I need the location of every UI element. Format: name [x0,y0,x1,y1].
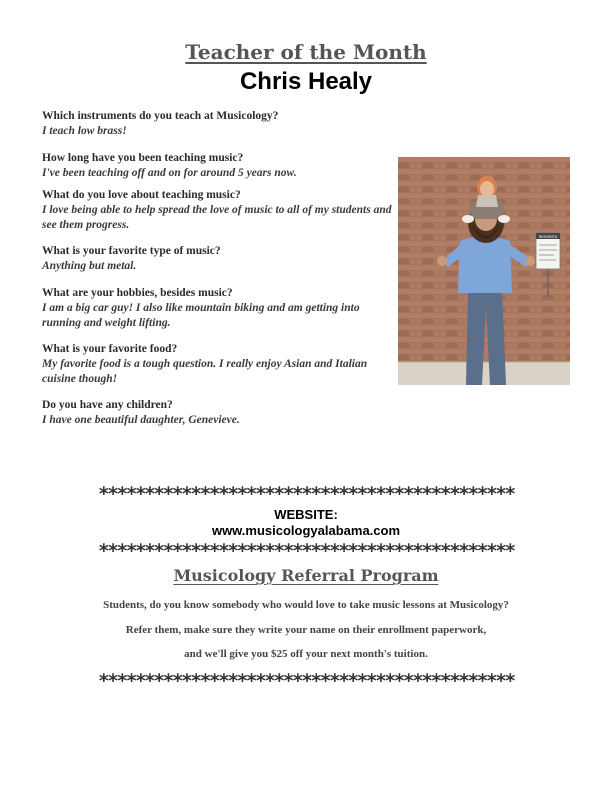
qa-item-years-teaching [42,151,392,181]
qa-question: What do you love about teaching music? [42,189,241,201]
qa-question: Which instruments do you teach at Musicology? [42,110,279,122]
qa-answer: I have one beautiful daughter, Genevieve. [42,414,240,426]
sign-text: RESERVED [538,235,558,239]
referral-title: Musicology Referral Program [173,566,439,585]
divider-stars: ********************************************* [98,670,514,692]
qa-question: What is your favorite type of music? [42,245,221,257]
referral-line: Refer them, make sure they write your name on their enrollment paperwork, [125,624,487,636]
website-label: WEBSITE: [274,507,338,522]
qa-item-hobbies [42,286,392,331]
qa-item-favorite-music [42,244,392,274]
qa-answer: My favorite food is a tough question. I really enjoy Asian and Italian cuisine though! [42,358,368,385]
referral-line: Students, do you know somebody who would love to take music lessons at Musicology? [103,599,509,611]
qa-answer: Anything but metal. [42,260,137,272]
qa-answer: I am a big car guy! I also like mountain biking and am getting into running and weight lifting. [42,302,360,329]
page-title: Teacher of the Month [185,40,427,64]
divider-stars: ********************************************* [98,540,514,562]
referral-line: and we'll give you $25 off your next month's tuition. [184,648,428,660]
qa-item-love-teaching [42,188,392,233]
qa-answer: I've been teaching off and on for around 5 years now. [42,167,297,179]
qa-question: What are your hobbies, besides music? [42,287,233,299]
qa-question: Do you have any children? [42,399,173,411]
website-link[interactable]: www.musicologyalabama.com [211,523,401,538]
qa-answer: I teach low brass! [42,125,127,137]
qa-question: How long have you been teaching music? [42,152,244,164]
qa-item-instruments [42,109,392,139]
teacher-photo [398,157,570,385]
qa-item-children [42,398,392,428]
qa-question: What is your favorite food? [42,343,178,355]
qa-item-favorite-food [42,342,392,387]
qa-answer: I love being able to help spread the love of music to all of my students and see them progress. [42,204,392,231]
teacher-name: Chris Healy [239,68,373,95]
divider-stars: ********************************************* [98,483,514,505]
